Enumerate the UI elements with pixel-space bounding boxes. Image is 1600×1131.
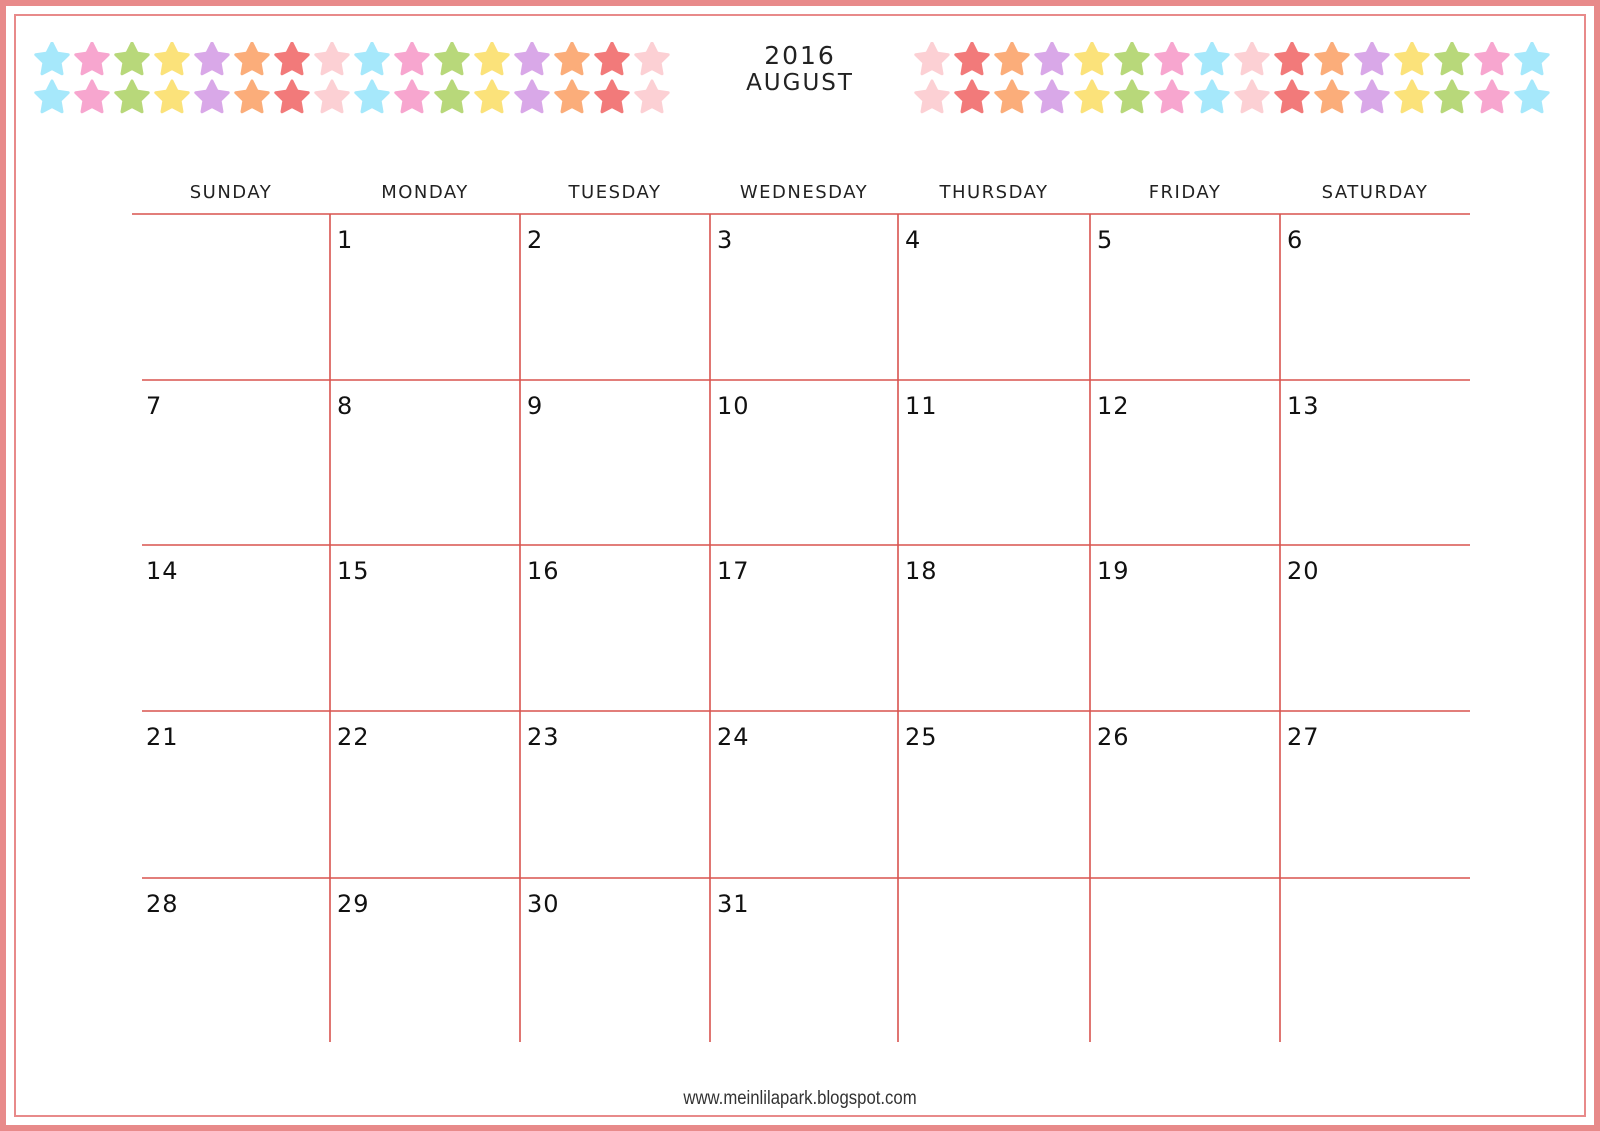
day-number: 24 bbox=[717, 723, 750, 751]
weekday-tuesday: TUESDAY bbox=[568, 182, 662, 203]
day-cell[interactable] bbox=[520, 214, 710, 380]
day-number: 18 bbox=[905, 557, 938, 585]
day-number: 28 bbox=[146, 890, 179, 918]
day-number: 2 bbox=[527, 226, 544, 254]
right-star-icon bbox=[1156, 81, 1188, 112]
right-star-icon bbox=[1516, 81, 1548, 112]
day-cell[interactable] bbox=[1090, 878, 1280, 1042]
weekday-sunday: SUNDAY bbox=[189, 182, 273, 203]
day-number: 22 bbox=[337, 723, 370, 751]
weekday-thursday: THURSDAY bbox=[939, 182, 1049, 203]
right-star-icon bbox=[956, 43, 988, 74]
right-star-icon bbox=[1036, 81, 1068, 112]
day-cell[interactable] bbox=[330, 380, 520, 545]
left-star-icon bbox=[116, 81, 148, 112]
calendar-title bbox=[700, 42, 900, 96]
day-number: 12 bbox=[1097, 392, 1130, 420]
left-star-icon bbox=[236, 43, 268, 74]
day-number: 23 bbox=[527, 723, 560, 751]
left-star-icon bbox=[196, 43, 228, 74]
day-cell[interactable] bbox=[710, 878, 898, 1042]
day-number: 25 bbox=[905, 723, 938, 751]
left-star-icon bbox=[636, 81, 668, 112]
star-border-right bbox=[912, 42, 1552, 116]
left-star-icon bbox=[36, 43, 68, 74]
day-cell[interactable] bbox=[1090, 380, 1280, 545]
day-number: 6 bbox=[1287, 226, 1304, 254]
day-cell[interactable] bbox=[1090, 214, 1280, 380]
right-star-icon bbox=[1316, 43, 1348, 74]
left-star-icon bbox=[516, 43, 548, 74]
right-star-icon bbox=[996, 43, 1028, 74]
day-cell[interactable] bbox=[898, 878, 1090, 1042]
day-cell[interactable] bbox=[330, 214, 520, 380]
day-cell[interactable] bbox=[710, 545, 898, 711]
day-number: 10 bbox=[717, 392, 750, 420]
day-number: 1 bbox=[337, 226, 354, 254]
right-star-icon bbox=[1356, 43, 1388, 74]
day-number: 19 bbox=[1097, 557, 1130, 585]
right-star-icon bbox=[996, 81, 1028, 112]
left-star-icon bbox=[356, 81, 388, 112]
right-star-icon bbox=[1156, 43, 1188, 74]
left-star-icon bbox=[636, 43, 668, 74]
right-star-icon bbox=[1196, 43, 1228, 74]
day-cell[interactable] bbox=[1090, 545, 1280, 711]
day-number: 14 bbox=[146, 557, 179, 585]
right-star-icon bbox=[1396, 81, 1428, 112]
right-star-icon bbox=[1196, 81, 1228, 112]
day-cell[interactable] bbox=[710, 711, 898, 878]
day-cell[interactable] bbox=[898, 214, 1090, 380]
day-cell[interactable] bbox=[132, 545, 330, 711]
day-number: 29 bbox=[337, 890, 370, 918]
right-star-icon bbox=[956, 81, 988, 112]
right-star-icon bbox=[1436, 81, 1468, 112]
right-star-icon bbox=[1076, 81, 1108, 112]
left-star-icon bbox=[596, 43, 628, 74]
day-cell[interactable] bbox=[1280, 878, 1470, 1042]
left-star-icon bbox=[156, 43, 188, 74]
day-number: 8 bbox=[337, 392, 354, 420]
day-cell[interactable] bbox=[710, 380, 898, 545]
day-number: 20 bbox=[1287, 557, 1320, 585]
day-number: 7 bbox=[146, 392, 163, 420]
right-star-icon bbox=[1396, 43, 1428, 74]
left-star-icon bbox=[556, 43, 588, 74]
left-star-icon bbox=[436, 43, 468, 74]
right-star-icon bbox=[1116, 81, 1148, 112]
day-cell[interactable] bbox=[898, 711, 1090, 878]
left-star-icon bbox=[476, 43, 508, 74]
weekday-saturday: SATURDAY bbox=[1321, 182, 1429, 203]
day-cell[interactable] bbox=[1280, 380, 1470, 545]
day-number: 15 bbox=[337, 557, 370, 585]
left-star-icon bbox=[396, 81, 428, 112]
day-cell[interactable] bbox=[1280, 214, 1470, 380]
month-label: AUGUST bbox=[746, 70, 854, 96]
left-star-icon bbox=[276, 81, 308, 112]
day-cell[interactable] bbox=[330, 878, 520, 1042]
weekday-friday: FRIDAY bbox=[1148, 182, 1222, 203]
right-star-icon bbox=[1476, 81, 1508, 112]
day-cell[interactable] bbox=[1280, 545, 1470, 711]
day-number: 26 bbox=[1097, 723, 1130, 751]
day-number: 30 bbox=[527, 890, 560, 918]
footer-url: www.meinlilapark.blogspot.com bbox=[683, 1088, 917, 1109]
left-star-icon bbox=[516, 81, 548, 112]
day-number: 9 bbox=[527, 392, 544, 420]
star-border-left bbox=[32, 42, 672, 116]
weekday-wednesday: WEDNESDAY bbox=[739, 182, 869, 203]
day-cell[interactable] bbox=[132, 878, 330, 1042]
day-cell[interactable] bbox=[710, 214, 898, 380]
day-number: 5 bbox=[1097, 226, 1114, 254]
right-star-icon bbox=[1516, 43, 1548, 74]
left-star-icon bbox=[276, 43, 308, 74]
day-number: 11 bbox=[905, 392, 938, 420]
left-star-icon bbox=[36, 81, 68, 112]
right-star-icon bbox=[1116, 43, 1148, 74]
day-cell[interactable] bbox=[330, 711, 520, 878]
right-star-icon bbox=[1036, 43, 1068, 74]
left-star-icon bbox=[76, 81, 108, 112]
right-star-icon bbox=[1236, 43, 1268, 74]
day-number: 31 bbox=[717, 890, 750, 918]
day-cell[interactable] bbox=[520, 545, 710, 711]
left-star-icon bbox=[236, 81, 268, 112]
left-star-icon bbox=[76, 43, 108, 74]
day-number: 27 bbox=[1287, 723, 1320, 751]
left-star-icon bbox=[476, 81, 508, 112]
left-star-icon bbox=[316, 43, 348, 74]
left-star-icon bbox=[436, 81, 468, 112]
right-star-icon bbox=[1076, 43, 1108, 74]
left-star-icon bbox=[196, 81, 228, 112]
right-star-icon bbox=[1356, 81, 1388, 112]
day-cell[interactable] bbox=[132, 380, 330, 545]
left-star-icon bbox=[356, 43, 388, 74]
right-star-icon bbox=[1436, 43, 1468, 74]
weekday-monday: MONDAY bbox=[381, 182, 469, 203]
day-number: 16 bbox=[527, 557, 560, 585]
day-number: 17 bbox=[717, 557, 750, 585]
right-star-icon bbox=[1276, 81, 1308, 112]
day-cell[interactable] bbox=[520, 878, 710, 1042]
day-cell[interactable] bbox=[520, 711, 710, 878]
day-cell[interactable] bbox=[1090, 711, 1280, 878]
day-cell[interactable] bbox=[132, 214, 330, 380]
left-star-icon bbox=[316, 81, 348, 112]
left-star-icon bbox=[156, 81, 188, 112]
left-star-icon bbox=[396, 43, 428, 74]
year-label: 2016 bbox=[764, 41, 836, 70]
day-cell[interactable] bbox=[132, 711, 330, 878]
left-star-icon bbox=[596, 81, 628, 112]
right-star-icon bbox=[916, 43, 948, 74]
day-number: 13 bbox=[1287, 392, 1320, 420]
right-star-icon bbox=[1236, 81, 1268, 112]
right-star-icon bbox=[1476, 43, 1508, 74]
day-cell[interactable] bbox=[330, 545, 520, 711]
right-star-icon bbox=[1276, 43, 1308, 74]
right-star-icon bbox=[916, 81, 948, 112]
weekday-header-row bbox=[132, 180, 1470, 206]
day-cell[interactable] bbox=[898, 380, 1090, 545]
day-cell[interactable] bbox=[520, 380, 710, 545]
day-cell[interactable] bbox=[1280, 711, 1470, 878]
day-cell[interactable] bbox=[898, 545, 1090, 711]
day-number: 3 bbox=[717, 226, 734, 254]
left-star-icon bbox=[116, 43, 148, 74]
day-number: 21 bbox=[146, 723, 179, 751]
day-number: 4 bbox=[905, 226, 922, 254]
right-star-icon bbox=[1316, 81, 1348, 112]
left-star-icon bbox=[556, 81, 588, 112]
